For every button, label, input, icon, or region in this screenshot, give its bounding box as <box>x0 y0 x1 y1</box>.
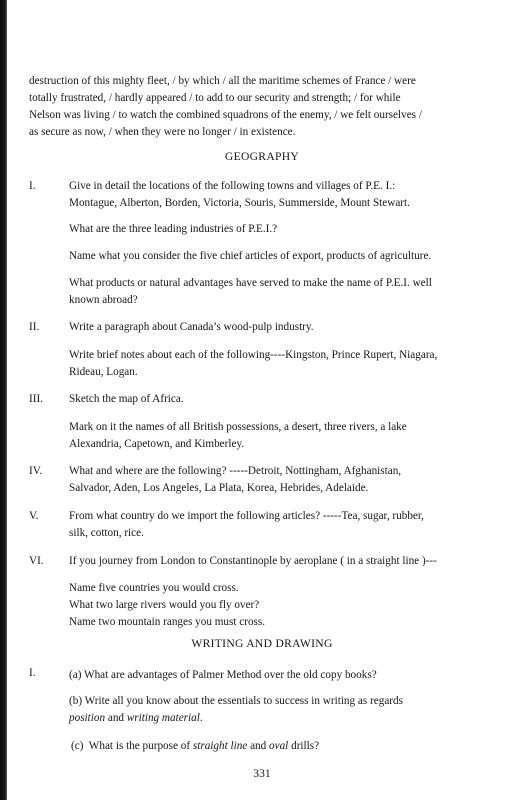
section-heading-writing-drawing: WRITING AND DRAWING <box>191 637 333 650</box>
question-number: I. <box>29 180 36 192</box>
question-text <box>69 693 499 727</box>
question-number: VI. <box>29 555 44 567</box>
question-text <box>69 221 499 238</box>
text-line: Name five countries you would cross. <box>69 582 239 594</box>
text-line: Rideau, Logan. <box>69 366 138 378</box>
question-number: V. <box>29 510 39 522</box>
text-line <box>71 738 501 755</box>
text-line: From what country do we import the following articles? -----Tea, sugar, rubber, <box>69 510 424 522</box>
text-line: What are the three leading industries of P.E.I.? <box>69 223 278 235</box>
question-text <box>69 463 499 497</box>
text-line: Give in detail the locations of the following towns and villages of P.E. I.: <box>69 180 396 192</box>
page-number: 331 <box>253 767 271 780</box>
text-fragment: (c) What is the purpose of <box>71 740 193 752</box>
italic-text: straight line <box>192 740 248 752</box>
text-line: Name two mountain ranges you must cross. <box>69 616 266 628</box>
text-fragment: . <box>199 712 203 724</box>
question-text <box>69 419 499 453</box>
text-line: What and where are the following? -----Detroit, Nottingham, Afghanistan, <box>69 465 402 477</box>
question-text <box>69 275 499 309</box>
text-line: What products or natural advantages have served to make the name of P.E.I. well <box>69 277 432 289</box>
question-number: I. <box>29 667 36 679</box>
text-line: (a) What are advantages of Palmer Method over the old copy books? <box>69 669 377 681</box>
question-number: II. <box>29 321 40 333</box>
italic-text: oval <box>269 740 289 752</box>
book-spine-edge <box>0 0 7 800</box>
text-line <box>69 710 499 727</box>
text-line: as secure as now, / when they were no longer / in existence. <box>29 126 296 138</box>
text-fragment: and <box>247 740 270 752</box>
document-page <box>29 0 497 800</box>
question-text <box>69 580 499 631</box>
italic-text: position <box>69 712 106 724</box>
intro-paragraph <box>29 73 495 141</box>
text-line: Salvador, Aden, Los Angeles, La Plata, Korea, Hebrides, Adelaide. <box>69 482 369 494</box>
text-line: Alexandria, Capetown, and Kimberley. <box>69 438 245 450</box>
text-line: Sketch the map of Africa. <box>69 393 184 405</box>
text-line: If you journey from London to Constantinople by aeroplane ( in a straight line )--- <box>69 555 437 567</box>
text-line: totally frustrated, / hardly appeared / to add to our security and strength; / for while <box>29 92 401 104</box>
text-line: Nelson was living / to watch the combined squadrons of the enemy, / we felt ourselves / <box>29 109 422 121</box>
text-line: silk, cotton, rice. <box>69 527 144 539</box>
text-fragment: and <box>105 712 127 724</box>
text-line: Montague, Alberton, Borden, Victoria, Souris, Summerside, Mount Stewart. <box>69 197 410 209</box>
text-line: Name what you consider the five chief articles of export, products of agriculture. <box>69 250 432 262</box>
text-line: Mark on it the names of all British possessions, a desert, three rivers, a lake <box>69 421 407 433</box>
question-text <box>69 248 499 265</box>
text-fragment: drills? <box>288 740 320 752</box>
question-number: IV. <box>29 465 43 477</box>
text-line: Write brief notes about each of the following----Kingston, Prince Rupert, Niagara, <box>69 349 438 361</box>
text-line: (b) Write all you know about the essentials to success in writing as regards <box>69 695 403 707</box>
text-line: Write a paragraph about Canada’s wood-pulp industry. <box>69 321 314 333</box>
question-number: III. <box>29 393 43 405</box>
question-text <box>69 347 499 381</box>
question-text <box>69 553 499 570</box>
text-line: destruction of this mighty fleet, / by which / all the maritime schemes of France / were <box>29 75 416 87</box>
question-text <box>69 391 499 408</box>
section-heading-geography: GEOGRAPHY <box>224 150 300 163</box>
text-line: What two large rivers would you fly over? <box>69 599 260 611</box>
question-text <box>69 508 499 542</box>
question-text <box>69 319 499 336</box>
question-text <box>69 178 499 212</box>
text-line: known abroad? <box>69 294 138 306</box>
italic-text: writing material <box>126 712 200 724</box>
question-text <box>69 667 499 684</box>
question-text <box>71 738 501 755</box>
